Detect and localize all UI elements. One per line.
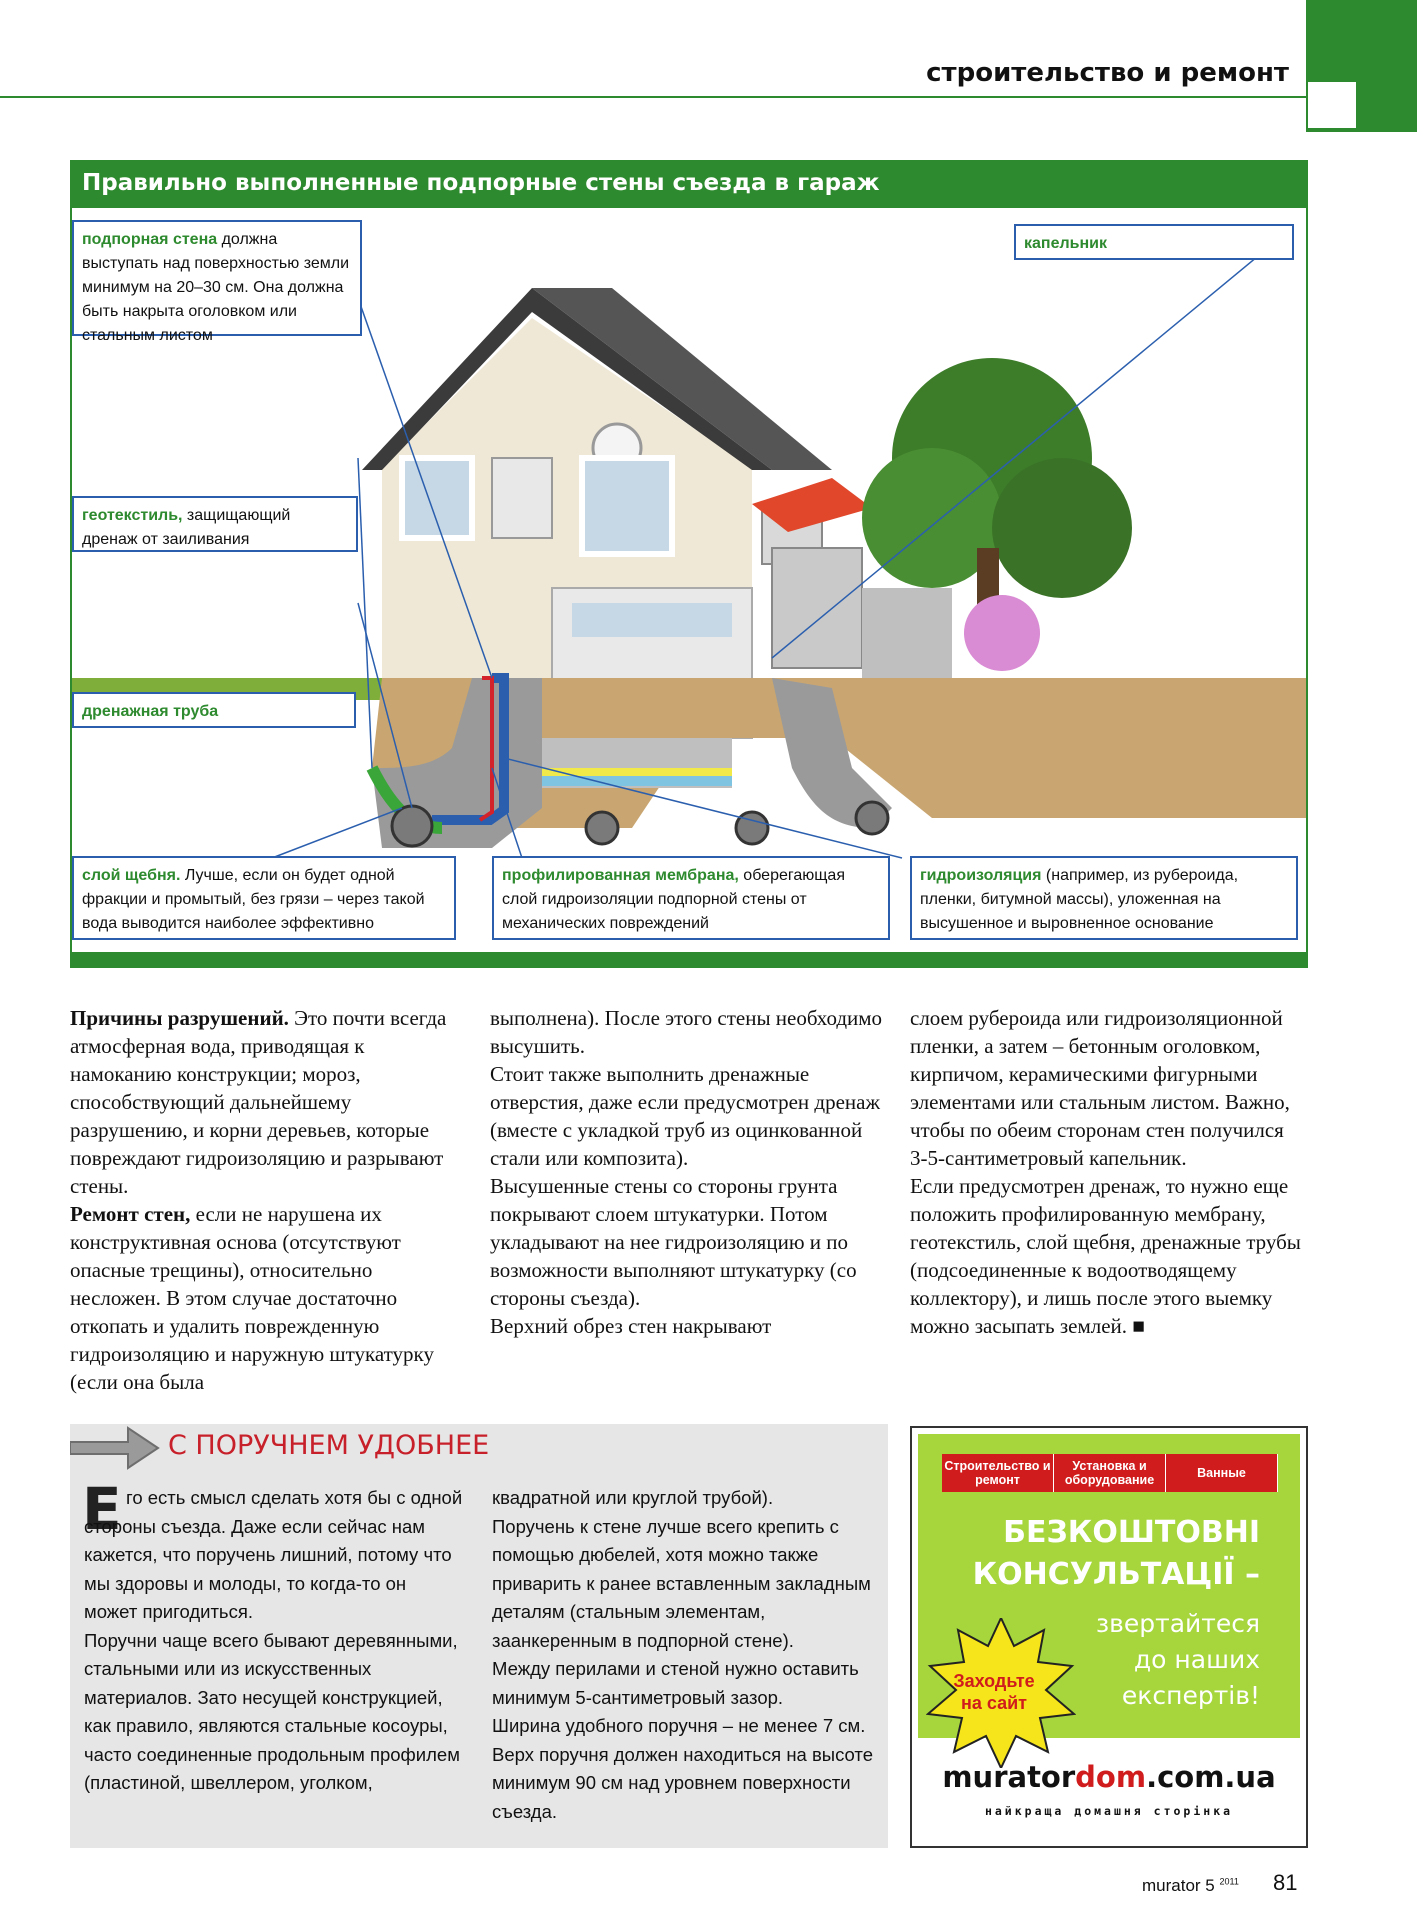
advertisement[interactable] [910,1426,1308,1848]
callout-drain-pipe [72,692,356,728]
ad-subheadline-line: до наших [1133,1645,1260,1674]
dropcap: Е [82,1475,122,1543]
callout-text: должна выступать над поверхностью земли минимум на 20–30 см. Она должна быть накрыта оголовком или стальным листом [82,231,350,344]
callout-waterproofing [910,856,1298,940]
magazine-name: murator 5 [1142,1876,1215,1895]
paragraph: Высушенные стены со стороны грунта покрывают слоем штукатурки. Потом укладывают на нее гидроизоляцию и по возможности выполняют штукатурку (со стороны съезда). [490,1174,857,1310]
ad-tab[interactable]: Строительство и ремонт [942,1454,1054,1492]
drain-pipe-left [392,806,432,846]
ad-tab-bar [942,1454,1278,1492]
arrow-right-icon [70,1426,160,1470]
sidebar-column-2 [492,1484,876,1826]
callout-term: слой щебня. [82,867,181,884]
paragraph [70,1200,464,1396]
ad-headline-line: КОНСУЛЬТАЦІЇ – [972,1557,1260,1592]
ad-domain-part: murator [942,1760,1076,1794]
infographic-panel [70,160,1308,968]
callout-term: геотекстиль, [82,507,183,524]
callout-geotextile [72,496,358,552]
sidebar-column-1 [84,1484,464,1798]
ad-subheadline-line: звертайтеся [1095,1609,1260,1638]
article-column-1 [70,1004,464,1396]
ad-headline [940,1512,1260,1596]
paragraph-lead: Причины разрушений. [70,1006,289,1030]
paragraph: Верхний обрез стен накрывают [490,1314,772,1338]
article-column-3 [910,1004,1306,1340]
ad-subheadline-line: експертів! [1121,1681,1260,1710]
infographic-title-bar [72,162,1306,208]
ad-headline-line: БЕЗКОШТОВНІ [1003,1515,1260,1550]
drain-pipe-right [856,802,888,834]
infographic-bottom-bar [72,952,1306,966]
ad-domain-part: dom [1075,1760,1147,1794]
paragraph-text: если не нарушена их конструктивная основа (отсутствуют опасные трещины), относительно несложен. В этом случае достаточно откопать и удалить поврежденную гидроизоляцию и наружную штукатурку (если она была [70,1202,434,1394]
paragraph: Поручни чаще всего бывают деревянными, стальными или из искусственных материалов. Зато несущей конструкцией, как правило, являются стальные косоуры, часто соединенные продольным профилем (пластиной, швеллером, уголком, [84,1629,460,1793]
flowering-bush [964,595,1040,671]
ad-tab[interactable]: Ванные [1166,1454,1278,1492]
ad-domain[interactable] [912,1760,1306,1794]
magazine-issue [1142,1876,1239,1896]
section-title: строительство и ремонт [926,58,1289,88]
corner-marker [1306,80,1358,130]
sidebar-title: С ПОРУЧНЕМ УДОБНЕЕ [168,1430,490,1461]
window-left [402,458,472,538]
callout-text: защищающий дренаж от заиливания [82,507,291,548]
article-column-2 [490,1004,884,1340]
callout-retaining-wall [72,220,362,344]
callout-gravel [72,856,456,940]
callout-term: профилированная мембрана, [502,867,739,884]
window-center [582,458,672,554]
ad-tagline: найкраща домашня сторінка [984,1804,1234,1818]
paragraph [70,1004,464,1200]
header-rule [0,96,1306,98]
page-number: 81 [1273,1870,1298,1895]
ad-tab[interactable]: Установка и оборудование [1054,1454,1166,1492]
infographic-title: Правильно выполненные подпорные стены съезда в гараж [82,170,880,196]
callout-text: (например, из рубероида, пленки, битумной массы), уложенная на высушенное и выровненное основание [920,867,1239,932]
callout-membrane [492,856,890,940]
paragraph: го есть смысл сделать хотя бы с одной стороны съезда. Даже если сейчас нам кажется, что поручень лишний, потому что мы здоровы и молоды, то когда-то он может пригодиться. [84,1487,463,1622]
paragraph: Если предусмотрен дренаж, то нужно еще положить профилированную мембрану, геотекстиль, слой щебня, дренажные трубы (подсоединенные к водоотводящему коллектору), и лишь после этого выемку можно засыпать землей. ■ [910,1174,1301,1338]
callout-term: гидроизоляция [920,867,1042,884]
callout-term: дренажная труба [82,703,219,720]
callout-drip [1014,224,1294,260]
magazine-year: 2011 [1219,1876,1239,1887]
paragraph: квадратной или круглой трубой). [492,1487,774,1508]
callout-text: оберегающая слой гидроизоляции подпорной стены от механических повреждений [502,867,845,932]
callout-term: подпорная стена [82,231,218,248]
ad-domain-part: .com.ua [1146,1760,1276,1794]
paragraph: слоем рубероида или гидроизоляционной пленки, а затем – бетонным оголовком, кирпичом, керамическими фигурными элементами или стальным листом. Важно, чтобы по обеим сторонам стен получился 3-5-сантиметровый капельник. [910,1006,1290,1170]
paragraph-lead: Ремонт стен, [70,1202,191,1226]
paragraph-text: Это почти всегда атмосферная вода, приводящая к намоканию конструкции; мороз, способствующий дальнейшему разрушению, и корни деревьев, которые повреждают гидроизоляцию и разрывают стены. [70,1006,447,1198]
paragraph: Ширина удобного поручня – не менее 7 см. Верх поручня должен находиться на высоте минимум 90 см над уровнем поверхности съезда. [492,1715,873,1822]
callout-text: Лучше, если он будет одной фракции и промытый, без грязи – через такой вода выводится наиболее эффективно [82,867,425,932]
ad-cta[interactable]: Заходьте на сайт [953,1671,1035,1713]
paragraph: Поручень к стене лучше всего крепить с помощью дюбелей, хотя можно также приварить к ранее вставленным закладным деталям (стальным элементам, заанкеренным в подпорной стене). [492,1515,871,1651]
paragraph: Между перилами и стеной нужно оставить минимум 5-сантиметровый зазор. [492,1658,859,1708]
callout-term: капельник [1024,235,1107,252]
paragraph: выполнена). После этого стены необходимо высушить. [490,1006,883,1058]
paragraph: Стоит также выполнить дренажные отверстия, даже если предусмотрен дренаж (вместе с укладкой труб из оцинкованной стали или композита). [490,1062,880,1170]
